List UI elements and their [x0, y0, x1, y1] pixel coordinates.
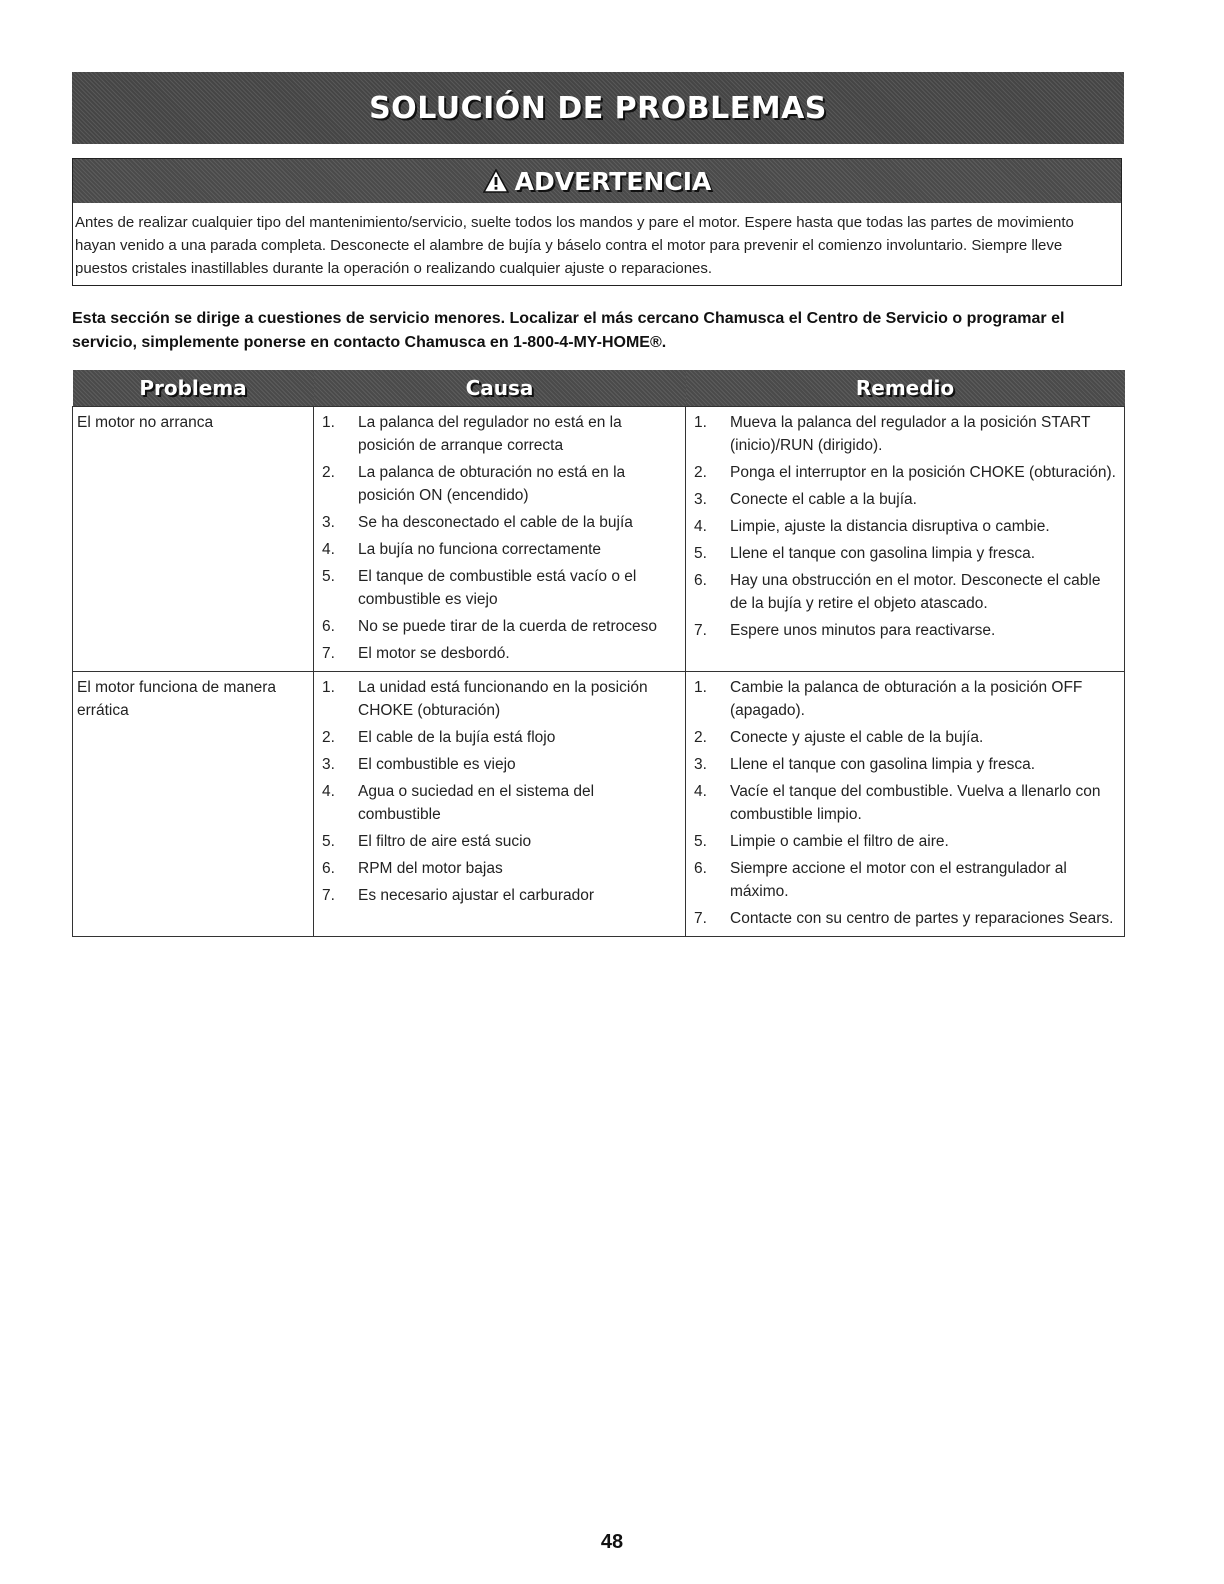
cause-item [320, 884, 679, 907]
item-text: El combustible es viejo [358, 756, 516, 773]
item-number: 7. [322, 645, 335, 662]
remedy-item [692, 753, 1118, 776]
item-text: No se puede tirar de la cuerda de retroceso [358, 618, 657, 635]
item-number: 2. [322, 729, 335, 746]
remedy-item [692, 461, 1118, 484]
item-text: Ponga el interruptor en la posición CHOKE (obturación). [730, 464, 1116, 481]
remedy-cell [686, 407, 1125, 672]
remedy-item [692, 726, 1118, 749]
item-number: 1. [322, 414, 335, 431]
item-number: 6. [322, 860, 335, 877]
item-text: Hay una obstrucción en el motor. Desconecte el cable de la bujía y retire el objeto atascado. [730, 572, 1101, 612]
item-number: 3. [694, 491, 707, 508]
item-number: 3. [322, 756, 335, 773]
item-text: El filtro de aire está sucio [358, 833, 532, 850]
problem-cell: El motor funciona de manera errática [73, 672, 314, 937]
item-text: Limpie o cambie el filtro de aire. [730, 833, 949, 850]
cause-item [320, 615, 679, 638]
warning-title: ADVERTENCIA [514, 166, 712, 196]
remedy-item [692, 907, 1118, 930]
item-number: 1. [694, 414, 707, 431]
cause-item [320, 753, 679, 776]
item-number: 2. [694, 464, 707, 481]
cause-item [320, 461, 679, 507]
table-row [73, 672, 1125, 937]
item-text: Espere unos minutos para reactivarse. [730, 622, 996, 639]
item-text: Contacte con su centro de partes y reparaciones Sears. [730, 910, 1114, 927]
item-text: Llene el tanque con gasolina limpia y fresca. [730, 545, 1036, 562]
item-text: El cable de la bujía está flojo [358, 729, 556, 746]
item-number: 6. [694, 572, 707, 589]
cause-item [320, 642, 679, 665]
item-number: 3. [322, 514, 335, 531]
cause-item [320, 411, 679, 457]
remedy-item [692, 619, 1118, 642]
table-header-row [73, 370, 1125, 407]
item-number: 6. [322, 618, 335, 635]
item-number: 5. [694, 545, 707, 562]
item-text: Es necesario ajustar el carburador [358, 887, 595, 904]
remedy-item [692, 830, 1118, 853]
item-text: La palanca de obturación no está en la posición ON (encendido) [358, 464, 626, 504]
item-number: 2. [322, 464, 335, 481]
item-text: Se ha desconectado el cable de la bujía [358, 514, 633, 531]
item-number: 4. [322, 541, 335, 558]
item-text: El tanque de combustible está vacío o el combustible es viejo [358, 568, 637, 608]
remedy-item [692, 515, 1118, 538]
header-causa: Causa [314, 370, 686, 407]
cause-item [320, 565, 679, 611]
table-row [73, 407, 1125, 672]
item-number: 3. [694, 756, 707, 773]
item-text: Mueva la palanca del regulador a la posición START (inicio)/RUN (dirigido). [730, 414, 1091, 454]
item-number: 4. [322, 783, 335, 800]
item-number: 5. [694, 833, 707, 850]
cause-item [320, 676, 679, 722]
cause-item [320, 726, 679, 749]
remedy-item [692, 542, 1118, 565]
item-number: 1. [322, 679, 335, 696]
remedy-item [692, 569, 1118, 615]
item-number: 7. [694, 622, 707, 639]
item-number: 4. [694, 783, 707, 800]
item-number: 7. [694, 910, 707, 927]
intro-text: Esta sección se dirige a cuestiones de servicio menores. Localizar el más cercano Chamusca el Centro de Servicio o programar el servicio, simplemente ponerse en contacto Chamusca en 1-800-4-MY-HOME®. [72, 310, 1065, 351]
item-number: 2. [694, 729, 707, 746]
remedy-item [692, 411, 1118, 457]
page-title: SOLUCIÓN DE PROBLEMAS [369, 90, 827, 126]
item-number: 6. [694, 860, 707, 877]
problem-cell: El motor no arranca [73, 407, 314, 672]
item-text: La palanca del regulador no está en la posición de arranque correcta [358, 414, 622, 454]
warning-header [73, 159, 1121, 203]
page-number: 48 [600, 1531, 624, 1553]
cause-cell [314, 672, 686, 937]
cause-item [320, 780, 679, 826]
header-remedio: Remedio [686, 370, 1125, 407]
remedy-item [692, 857, 1118, 903]
item-text: Llene el tanque con gasolina limpia y fresca. [730, 756, 1036, 773]
item-number: 1. [694, 679, 707, 696]
item-text: La unidad está funcionando en la posición CHOKE (obturación) [358, 679, 648, 719]
cause-item [320, 830, 679, 853]
warning-text: Antes de realizar cualquier tipo del mantenimiento/servicio, suelte todos los mandos y pare el motor. Espere hasta que todas las partes de movimiento hayan venido a una parada completa. Desconecte el alambre de bujía y báselo contra el motor para prevenir el comienzo involuntario. Siempre lleve puestos cristales inastillables durante la operación o realizando cualquier ajuste o reparaciones. [75, 214, 1074, 277]
remedy-item [692, 676, 1118, 722]
item-number: 5. [322, 568, 335, 585]
cause-item [320, 857, 679, 880]
item-number: 5. [322, 833, 335, 850]
warning-triangle-icon [483, 169, 509, 193]
remedy-cell [686, 672, 1125, 937]
item-number: 7. [322, 887, 335, 904]
cause-item [320, 511, 679, 534]
item-text: Cambie la palanca de obturación a la posición OFF (apagado). [730, 679, 1083, 719]
item-text: Limpie, ajuste la distancia disruptiva o cambie. [730, 518, 1050, 535]
warning-box [72, 158, 1122, 286]
header-problema: Problema [73, 370, 314, 407]
title-banner [72, 72, 1124, 144]
item-number: 4. [694, 518, 707, 535]
item-text: La bujía no funciona correctamente [358, 541, 601, 558]
troubleshooting-table [72, 370, 1125, 937]
remedy-item [692, 780, 1118, 826]
item-text: Agua o suciedad en el sistema del combustible [358, 783, 595, 823]
remedy-item [692, 488, 1118, 511]
item-text: Conecte y ajuste el cable de la bujía. [730, 729, 984, 746]
item-text: RPM del motor bajas [358, 860, 503, 877]
item-text: Vacíe el tanque del combustible. Vuelva a llenarlo con combustible limpio. [730, 783, 1101, 823]
cause-cell [314, 407, 686, 672]
item-text: El motor se desbordó. [358, 645, 510, 662]
item-text: Conecte el cable a la bujía. [730, 491, 917, 508]
cause-item [320, 538, 679, 561]
item-text: Siempre accione el motor con el estrangulador al máximo. [730, 860, 1067, 900]
